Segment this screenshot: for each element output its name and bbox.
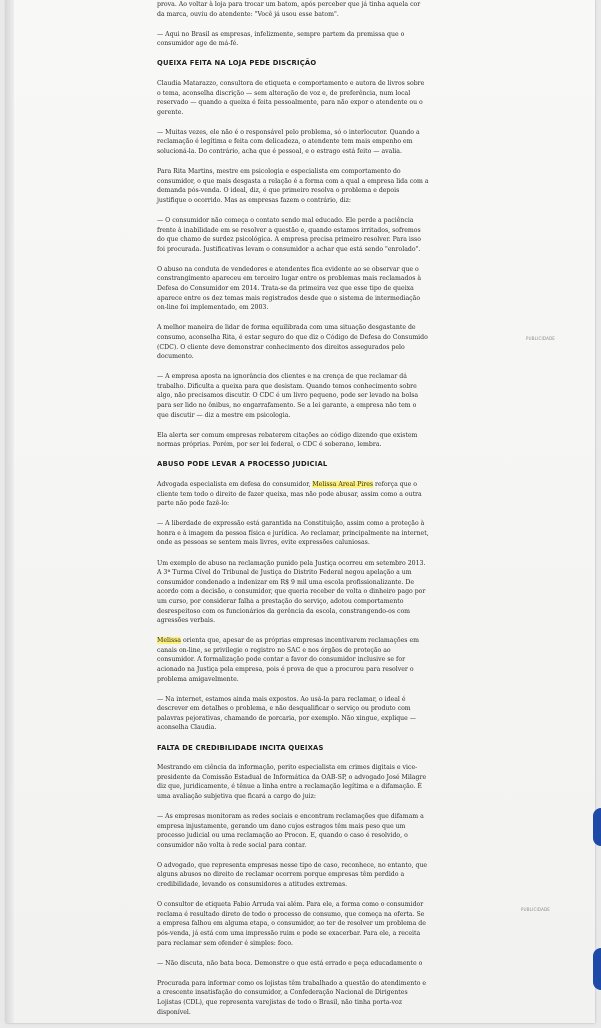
section-heading: FALTA DE CREDIBILIDADE INCITA QUEIXAS <box>157 743 324 752</box>
paragraph: — Muitas vezes, ele não é o responsável pelo problema, só o interlocutor. Quando a reclamação é legítima e feita com delicadeza, o atendente tem mais empenho em solucioná-la. Do contrário, acha que é pessoal, e o estrago está feito — avalia. <box>157 128 420 156</box>
section-heading: ABUSO PODE LEVAR A PROCESSO JUDICIAL <box>157 460 328 469</box>
paragraph <box>157 480 429 509</box>
paragraph-text: Advogada especialista em defesa do consumidor, <box>157 480 313 488</box>
paragraph: — Aqui no Brasil as empresas, infelizmente, sempre partem da premissa que o consumidor age de má-fé. <box>157 30 405 48</box>
paragraph: — Na internet, estamos ainda mais expostos. Ao usá-la para reclamar, o ideal é descrever em detalhes o problema, e não desqualificar o serviço ou produto com palavras pejorativas, chamando de porcaria, por exemplo. Não xingue, explique — aconselha Claudia. <box>157 695 416 732</box>
highlighted-name: Melissa Areal Pires <box>312 480 374 488</box>
paragraph: O consultor de etiqueta Fabio Arruda vai além. Para ele, a forma como o consumidor reclama é resultado direto de todo o processo de consumo, que começa na oferta. Se a empresa falhou em alguma etapa, o consumidor, ao ter de resolver um problema de pós-venda, já está com uma impressão ruim e pode se exacerbar. Para ele, a receita para reclamar sem ofender é simples: foco. <box>157 901 426 947</box>
paragraph: Um exemplo de abuso na reclamação punido pela Justiça ocorreu em setembro 2013. A 3ª Turma Cível do Tribunal de Justiça do Distrito Federal negou apelação a um consumidor condenado a indenizar em R$ 9 mil uma escola profissionalizante. De acordo com a decisão, o consumidor, que queria receber de volta o dinheiro pago por um curso, por considerar falha a prestação do serviço, adotou comportamento desrespeitoso com os funcionários da gerência da escola, constrangendo-os com agressões verbais. <box>157 559 426 625</box>
ad-label: PUBLICIDADE <box>521 907 551 912</box>
ad-label: PUBLICIDADE <box>526 336 556 341</box>
paragraph: Mestrando em ciência da informação, perito especialista em crimes digitais e vice-presidente da Comissão Estadual de Informática da OAB-SP, o advogado José Milagre diz que, juridicamente, é tênue a linha entre a reclamação legítima e a difamação. É uma avaliação subjetiva que ficará a cargo do juiz: <box>157 764 427 800</box>
paragraph: O advogado, que representa empresas nesse tipo de caso, reconhece, no entanto, que alguns abusos no direito de reclamar ocorrem porque empresas têm perdido a credibilidade, levando os consumidores a atitudes extremas. <box>157 861 428 889</box>
paragraph: — Não discuta, não bata boca. Demonstre o que está errado e peça educadamente o <box>157 959 423 967</box>
paragraph: Procurada para informar como os lojistas têm trabalhado a questão do atendimento e a crescente insatisfação do consumidor, a Confederação Nacional de Dirigentes Lojistas (CDL), que representa varejistas de todo o Brasil, não tinha porta-voz disponível. <box>157 979 427 1016</box>
article-body <box>157 0 429 1028</box>
page-edge <box>6 0 14 1023</box>
paragraph: A melhor maneira de lidar de forma equilibrada com uma situação desgastante de consumo, aconselha Rita, é estar seguro do que diz o Código de Defesa do Consumido (CDC). O cliente deve demonstrar conhecimento dos direitos assegurados pelo documento. <box>157 324 428 361</box>
side-widget-edge[interactable] <box>593 948 601 990</box>
side-widget-edge[interactable] <box>593 808 601 846</box>
paragraph: — A liberdade de expressão está garantida na Constituição, assim como a proteção à honra e à imagem da pessoa física e jurídica. Ao reclamar, principalmente na internet, onde as pessoas se sentem mais livres, evite expressões caluniosas. <box>157 520 429 547</box>
paragraph: — As empresas monitoram as redes sociais e encontram reclamações que difamam a empresa injustamente, gerando um dano cujos estragos têm mais peso que um processo judicial ou uma reclamação ao Procon. E, quando o caso é resolvido, o consumidor não volta à rede social para contar. <box>157 813 424 849</box>
paragraph: — A empresa aposta na ignorância dos clientes e na crença de que reclamar dá trabalho. Dificulta a queixa para que desistam. Quando temos conhecimento sobre algo, não precisamos discutir. O CDC é um livro pequeno, pode ser levado na bolsa para ser lido no ônibus, no engarrafamento. Se a lei garante, a empresa não tem o que discutir — diz a mestre em psicologia. <box>157 373 419 419</box>
paragraph <box>157 636 429 684</box>
section-heading: QUEIXA FEITA NA LOJA PEDE DISCRIÇÃO <box>157 59 317 68</box>
paragraph: Ela alerta ser comum empresas rebaterem citações ao código dizendo que existem normas próprias. Porém, por ser lei federal, o CDC é soberano, lembra. <box>157 431 418 449</box>
paragraph: — O consumidor não começa o contato sendo mal educado. Ele perde a paciência frente à inabilidade em se resolver a questão e, quando estamos irritados, sofremos do que chamo de surdez psicológica. A empresa precisa primeiro resolver. Para isso foi procurada. Justificativas levam o consumidor a achar que está sendo "enrolado". <box>157 217 421 253</box>
article-page <box>6 0 595 1023</box>
highlighted-name: Melissa <box>157 637 181 645</box>
paragraph: Para Rita Martins, mestre em psicologia e especialista em comportamento do consumidor, o que mais desgasta a relação é a forma com a qual a empresa lida com a demanda pós-venda. O ideal, diz, é que primeiro resolva o problema e depois justifique o ocorrido. Mas as empresas fazem o contrário, diz: <box>157 168 429 204</box>
paragraph: O abuso na conduta de vendedores e atendentes fica evidente ao se observar que o constrangimento apareceu em terceiro lugar entre os problemas mais reclamados à Defesa do Consumidor em 2014. Trata-se da primeira vez que esse tipo de queixa aparece entre os dez temas mais registrados desde que o sistema de intermediação on-line foi implementado, em 2003. <box>157 265 422 312</box>
paragraph-text: reforça que o cliente tem todo o direito de fazer queixa, mas não pode abusar, assim como a outra parte não pode fazê-lo: <box>157 480 422 508</box>
paragraph: Claudia Matarazzo, consultora de etiqueta e comportamento e autora de livros sobre o tema, aconselha discrição — sem alteração de voz e, de preferência, num local reservado — quando a queixa é feita pessoalmente, para não expor o atendente ou o gerente. <box>157 79 425 116</box>
paragraph-text: orienta que, apesar de as próprias empresas incentivarem reclamações em canais on-line, se privilegie o registro no SAC e nos órgãos de proteção ao consumidor. A formalização pode contar a favor do consumidor inclusive se for acionado na Justiça pela empresa, pois é prova de que a procurou para resolver o problema amigavelmente. <box>157 637 419 683</box>
paragraph: prova. Ao voltar à loja para trocar um batom, após perceber que já tinha aquela cor da marca, ouviu do atendente: "Você já usou esse batom". <box>157 1 421 18</box>
